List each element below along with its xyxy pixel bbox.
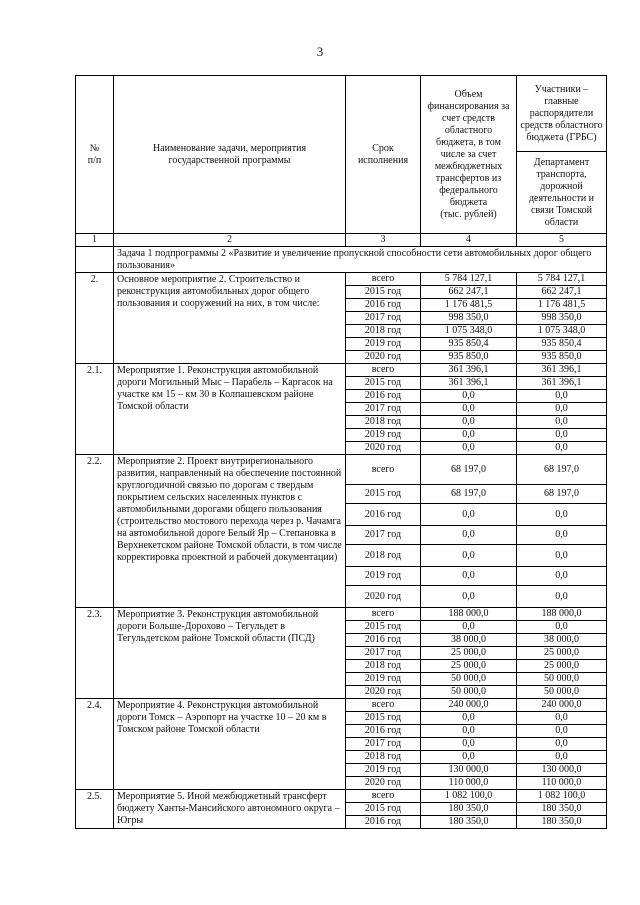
amount-cell: 0,0	[421, 416, 517, 429]
grbs-amount-cell: 0,0	[517, 416, 607, 429]
amount-cell: 0,0	[421, 429, 517, 442]
term-cell: 2015 год	[346, 712, 421, 725]
budget-table	[75, 75, 607, 829]
term-cell: 2020 год	[346, 777, 421, 790]
header-num: № п/п	[76, 76, 114, 234]
item-number: 2.4.	[76, 699, 114, 790]
grbs-amount-cell: 110 000,0	[517, 777, 607, 790]
amount-cell: 0,0	[421, 751, 517, 764]
col-number-5: 5	[517, 234, 607, 247]
amount-cell: 25 000,0	[421, 660, 517, 673]
table-row	[76, 699, 607, 712]
grbs-amount-cell: 50 000,0	[517, 686, 607, 699]
term-cell: 2019 год	[346, 338, 421, 351]
term-cell: 2019 год	[346, 567, 421, 586]
amount-cell: 1 176 481,5	[421, 299, 517, 312]
amount-cell: 361 396,1	[421, 364, 517, 377]
grbs-amount-cell: 0,0	[517, 390, 607, 403]
term-cell: 2018 год	[346, 545, 421, 567]
table-row	[76, 455, 607, 485]
grbs-amount-cell: 0,0	[517, 725, 607, 738]
term-cell: 2018 год	[346, 325, 421, 338]
amount-cell: 935 850,4	[421, 338, 517, 351]
amount-cell: 361 396,1	[421, 377, 517, 390]
item-name: Мероприятие 1. Реконструкция автомобильной дороги Могильный Мыс – Парабель – Каргасок на участке км 15 – км 30 в Колпашевском районе Томской области	[114, 364, 346, 455]
term-cell: всего	[346, 608, 421, 621]
page-number: 3	[316, 44, 324, 59]
grbs-amount-cell: 25 000,0	[517, 660, 607, 673]
term-cell: 2018 год	[346, 751, 421, 764]
task-title: Задача 1 подпрограммы 2 «Развитие и увеличение пропускной способности сети автомобильных дорог общего пользования»	[114, 247, 607, 273]
term-cell: 2015 год	[346, 286, 421, 299]
amount-cell: 0,0	[421, 567, 517, 586]
item-number: 2.5.	[76, 790, 114, 829]
grbs-amount-cell: 50 000,0	[517, 673, 607, 686]
term-cell: 2015 год	[346, 377, 421, 390]
table-row	[76, 273, 607, 286]
grbs-amount-cell: 0,0	[517, 545, 607, 567]
grbs-amount-cell: 0,0	[517, 621, 607, 634]
term-cell: 2017 год	[346, 403, 421, 416]
amount-cell: 0,0	[421, 403, 517, 416]
amount-cell: 25 000,0	[421, 647, 517, 660]
grbs-amount-cell: 998 350,0	[517, 312, 607, 325]
amount-cell: 0,0	[421, 526, 517, 545]
table-row	[76, 608, 607, 621]
term-cell: всего	[346, 273, 421, 286]
term-cell: 2019 год	[346, 673, 421, 686]
grbs-amount-cell: 361 396,1	[517, 377, 607, 390]
grbs-amount-cell: 662 247,1	[517, 286, 607, 299]
amount-cell: 0,0	[421, 621, 517, 634]
term-cell: всего	[346, 790, 421, 803]
term-cell: 2018 год	[346, 660, 421, 673]
grbs-amount-cell: 188 000,0	[517, 608, 607, 621]
task-num-cell	[76, 247, 114, 273]
term-cell: 2018 год	[346, 416, 421, 429]
grbs-amount-cell: 180 350,0	[517, 803, 607, 816]
term-cell: всего	[346, 364, 421, 377]
item-number: 2.2.	[76, 455, 114, 608]
amount-cell: 0,0	[421, 586, 517, 608]
item-name: Основное мероприятие 2. Строительство и реконструкция автомобильных дорог общего пользования и сооружений на них, в том числе:	[114, 273, 346, 364]
term-cell: 2015 год	[346, 621, 421, 634]
amount-cell: 130 000,0	[421, 764, 517, 777]
grbs-amount-cell: 0,0	[517, 738, 607, 751]
grbs-amount-cell: 935 850,0	[517, 351, 607, 364]
grbs-amount-cell: 180 350,0	[517, 816, 607, 829]
item-name: Мероприятие 5. Иной межбюджетный трансферт бюджету Ханты-Мансийского автономного округа – Югры	[114, 790, 346, 829]
term-cell: 2020 год	[346, 351, 421, 364]
grbs-amount-cell: 25 000,0	[517, 647, 607, 660]
grbs-amount-cell: 1 082 100,0	[517, 790, 607, 803]
amount-cell: 1 075 348,0	[421, 325, 517, 338]
amount-cell: 50 000,0	[421, 673, 517, 686]
amount-cell: 38 000,0	[421, 634, 517, 647]
amount-cell: 1 082 100,0	[421, 790, 517, 803]
grbs-amount-cell: 1 075 348,0	[517, 325, 607, 338]
amount-cell: 0,0	[421, 725, 517, 738]
grbs-amount-cell: 0,0	[517, 442, 607, 455]
amount-cell: 0,0	[421, 738, 517, 751]
grbs-amount-cell: 361 396,1	[517, 364, 607, 377]
term-cell: 2016 год	[346, 634, 421, 647]
amount-cell: 188 000,0	[421, 608, 517, 621]
item-number: 2.	[76, 273, 114, 364]
grbs-amount-cell: 0,0	[517, 712, 607, 725]
col-number-2: 2	[114, 234, 346, 247]
term-cell: всего	[346, 699, 421, 712]
item-name: Мероприятие 3. Реконструкция автомобильной дороги Больше-Дорохово – Тегульдет в Тегульдетском районе Томской области (ПСД)	[114, 608, 346, 699]
grbs-amount-cell: 5 784 127,1	[517, 273, 607, 286]
term-cell: 2019 год	[346, 764, 421, 777]
grbs-amount-cell: 38 000,0	[517, 634, 607, 647]
term-cell: 2020 год	[346, 686, 421, 699]
term-cell: 2016 год	[346, 390, 421, 403]
amount-cell: 0,0	[421, 390, 517, 403]
term-cell: 2017 год	[346, 738, 421, 751]
amount-cell: 0,0	[421, 442, 517, 455]
grbs-amount-cell: 0,0	[517, 526, 607, 545]
term-cell: 2017 год	[346, 312, 421, 325]
amount-cell: 0,0	[421, 545, 517, 567]
grbs-amount-cell: 68 197,0	[517, 485, 607, 504]
col-number-4: 4	[421, 234, 517, 247]
term-cell: 2015 год	[346, 803, 421, 816]
term-cell: 2015 год	[346, 485, 421, 504]
amount-cell: 0,0	[421, 504, 517, 526]
header-volume: Объем финансирования за счет средств областного бюджета, в том числе за счет межбюджетных трансфертов из федерального бюджета (тыс. рублей)	[421, 76, 517, 234]
header-participants: Участники – главные распорядители средств областного бюджета (ГРБС)	[517, 76, 607, 152]
amount-cell: 110 000,0	[421, 777, 517, 790]
grbs-amount-cell: 0,0	[517, 751, 607, 764]
term-cell: 2016 год	[346, 816, 421, 829]
amount-cell: 68 197,0	[421, 485, 517, 504]
term-cell: 2019 год	[346, 429, 421, 442]
amount-cell: 5 784 127,1	[421, 273, 517, 286]
grbs-amount-cell: 240 000,0	[517, 699, 607, 712]
term-cell: 2016 год	[346, 504, 421, 526]
term-cell: 2017 год	[346, 647, 421, 660]
table-row	[76, 790, 607, 803]
item-number: 2.3.	[76, 608, 114, 699]
grbs-amount-cell: 1 176 481,5	[517, 299, 607, 312]
amount-cell: 0,0	[421, 712, 517, 725]
amount-cell: 240 000,0	[421, 699, 517, 712]
amount-cell: 50 000,0	[421, 686, 517, 699]
grbs-amount-cell: 130 000,0	[517, 764, 607, 777]
term-cell: всего	[346, 455, 421, 485]
grbs-amount-cell: 0,0	[517, 567, 607, 586]
grbs-amount-cell: 68 197,0	[517, 455, 607, 485]
grbs-amount-cell: 0,0	[517, 403, 607, 416]
term-cell: 2016 год	[346, 725, 421, 738]
amount-cell: 662 247,1	[421, 286, 517, 299]
term-cell: 2017 год	[346, 526, 421, 545]
term-cell: 2020 год	[346, 586, 421, 608]
table-row	[76, 364, 607, 377]
header-name: Наименование задачи, мероприятия государственной программы	[114, 76, 346, 234]
grbs-amount-cell: 0,0	[517, 429, 607, 442]
grbs-amount-cell: 0,0	[517, 586, 607, 608]
item-name: Мероприятие 4. Реконструкция автомобильной дороги Томск – Аэропорт на участке 10 – 20 км в Томском районе Томской области	[114, 699, 346, 790]
amount-cell: 935 850,0	[421, 351, 517, 364]
term-cell: 2020 год	[346, 442, 421, 455]
amount-cell: 180 350,0	[421, 816, 517, 829]
grbs-amount-cell: 0,0	[517, 504, 607, 526]
amount-cell: 180 350,0	[421, 803, 517, 816]
header-department: Департамент транспорта, дорожной деятельности и связи Томской области	[517, 152, 607, 234]
term-cell: 2016 год	[346, 299, 421, 312]
amount-cell: 68 197,0	[421, 455, 517, 485]
grbs-amount-cell: 935 850,4	[517, 338, 607, 351]
item-number: 2.1.	[76, 364, 114, 455]
item-name: Мероприятие 2. Проект внутрирегионального развития, направленный на обеспечение постоянной круглогодичной связью по дорогам с твердым покрытием сельских населенных пунктов с автомобильными дорогами общего пользования (строительство мостового перехода через р. Чачамга на автомобильной дороге Белый Яр – Степановка в Верхнекетском районе Томской области, в том числе корректировка проектной и рабочей документации)	[114, 455, 346, 608]
col-number-3: 3	[346, 234, 421, 247]
col-number-1: 1	[76, 234, 114, 247]
amount-cell: 998 350,0	[421, 312, 517, 325]
header-term: Срок исполнения	[346, 76, 421, 234]
